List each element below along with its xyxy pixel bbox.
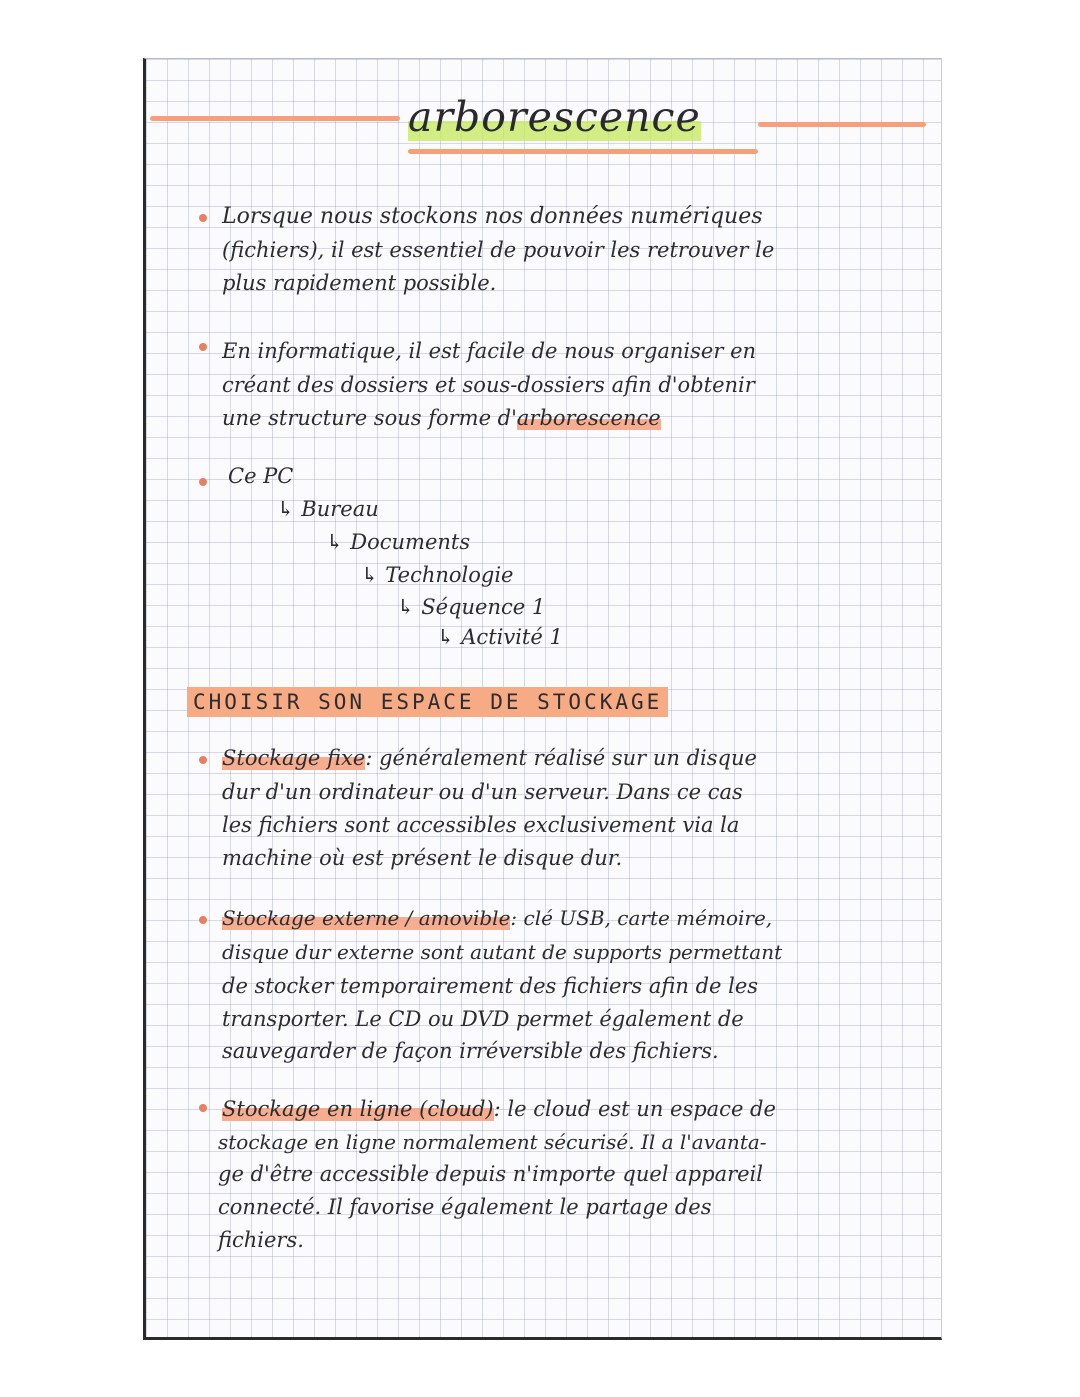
paragraph-1-line-2: (fichiers), il est essentiel de pouvoir les retrouver le xyxy=(222,238,775,262)
section-title-storage: CHOISIR SON ESPACE DE STOCKAGE xyxy=(187,687,668,717)
arborescence-highlight: arborescence xyxy=(516,406,661,430)
storage-fixed-line-2: dur d'un ordinateur ou d'un serveur. Dans ce cas xyxy=(222,780,743,804)
tree-level-1: ↳ Bureau xyxy=(277,497,379,521)
storage-external-line-5: sauvegarder de façon irréversible des fichiers. xyxy=(222,1039,719,1063)
paragraph-2-line-3 xyxy=(222,403,661,434)
paragraph-2-line-2: créant des dossiers et sous-dossiers afin d'obtenir xyxy=(222,373,755,397)
bullet-storage-cloud xyxy=(199,1104,207,1112)
storage-cloud-line-4: connecté. Il favorise également le partage des xyxy=(218,1195,712,1219)
storage-fixed-line-1 xyxy=(222,743,757,774)
tree-level-4: ↳ Séquence 1 xyxy=(397,595,546,619)
tree-root: Ce PC xyxy=(228,464,294,488)
storage-cloud-line-1-text: : le cloud est un espace de xyxy=(493,1097,776,1121)
storage-cloud-term: Stockage en ligne (cloud) xyxy=(222,1097,494,1121)
tree-level-3: ↳ Technologie xyxy=(361,563,514,587)
paragraph-2-line-3-text: une structure sous forme d' xyxy=(222,406,517,430)
tree-level-5: ↳ Activité 1 xyxy=(437,625,563,649)
storage-fixed-line-1-text: : généralement réalisé sur un disque xyxy=(365,746,757,770)
bullet-paragraph-2 xyxy=(199,343,207,351)
storage-external-line-1-text: : clé USB, carte mémoire, xyxy=(510,906,773,930)
title-underline-left xyxy=(150,116,400,121)
paragraph-1-line-3: plus rapidement possible. xyxy=(222,271,497,295)
storage-cloud-line-2: stockage en ligne normalement sécurisé. Il a l'avanta- xyxy=(218,1130,767,1154)
title-underline-bottom xyxy=(408,149,758,154)
storage-fixed-term: Stockage fixe xyxy=(222,746,366,770)
paragraph-2-line-1: En informatique, il est facile de nous organiser en xyxy=(222,339,757,363)
bullet-paragraph-1 xyxy=(199,214,207,222)
storage-external-line-4: transporter. Le CD ou DVD permet également de xyxy=(222,1007,744,1031)
bullet-storage-fixed xyxy=(199,756,207,764)
bullet-tree xyxy=(199,478,207,486)
storage-external-line-1 xyxy=(222,903,772,934)
bullet-storage-external xyxy=(199,916,207,924)
storage-external-line-3: de stocker temporairement des fichiers afin de les xyxy=(222,974,759,998)
page-title: arborescence xyxy=(408,93,701,141)
storage-external-line-2: disque dur externe sont autant de supports permettant xyxy=(222,940,783,964)
paragraph-1-line-1: Lorsque nous stockons nos données numériques xyxy=(222,204,763,229)
storage-cloud-line-5: fichiers. xyxy=(218,1228,304,1252)
title-underline-right xyxy=(758,122,926,127)
storage-cloud-line-1 xyxy=(222,1094,776,1125)
storage-fixed-line-4: machine où est présent le disque dur. xyxy=(222,846,623,870)
tree-level-2: ↳ Documents xyxy=(326,530,471,554)
storage-fixed-line-3: les fichiers sont accessibles exclusivement via la xyxy=(222,813,740,837)
storage-cloud-line-3: ge d'être accessible depuis n'importe quel appareil xyxy=(218,1162,763,1186)
storage-external-term: Stockage externe / amovible xyxy=(222,906,511,930)
